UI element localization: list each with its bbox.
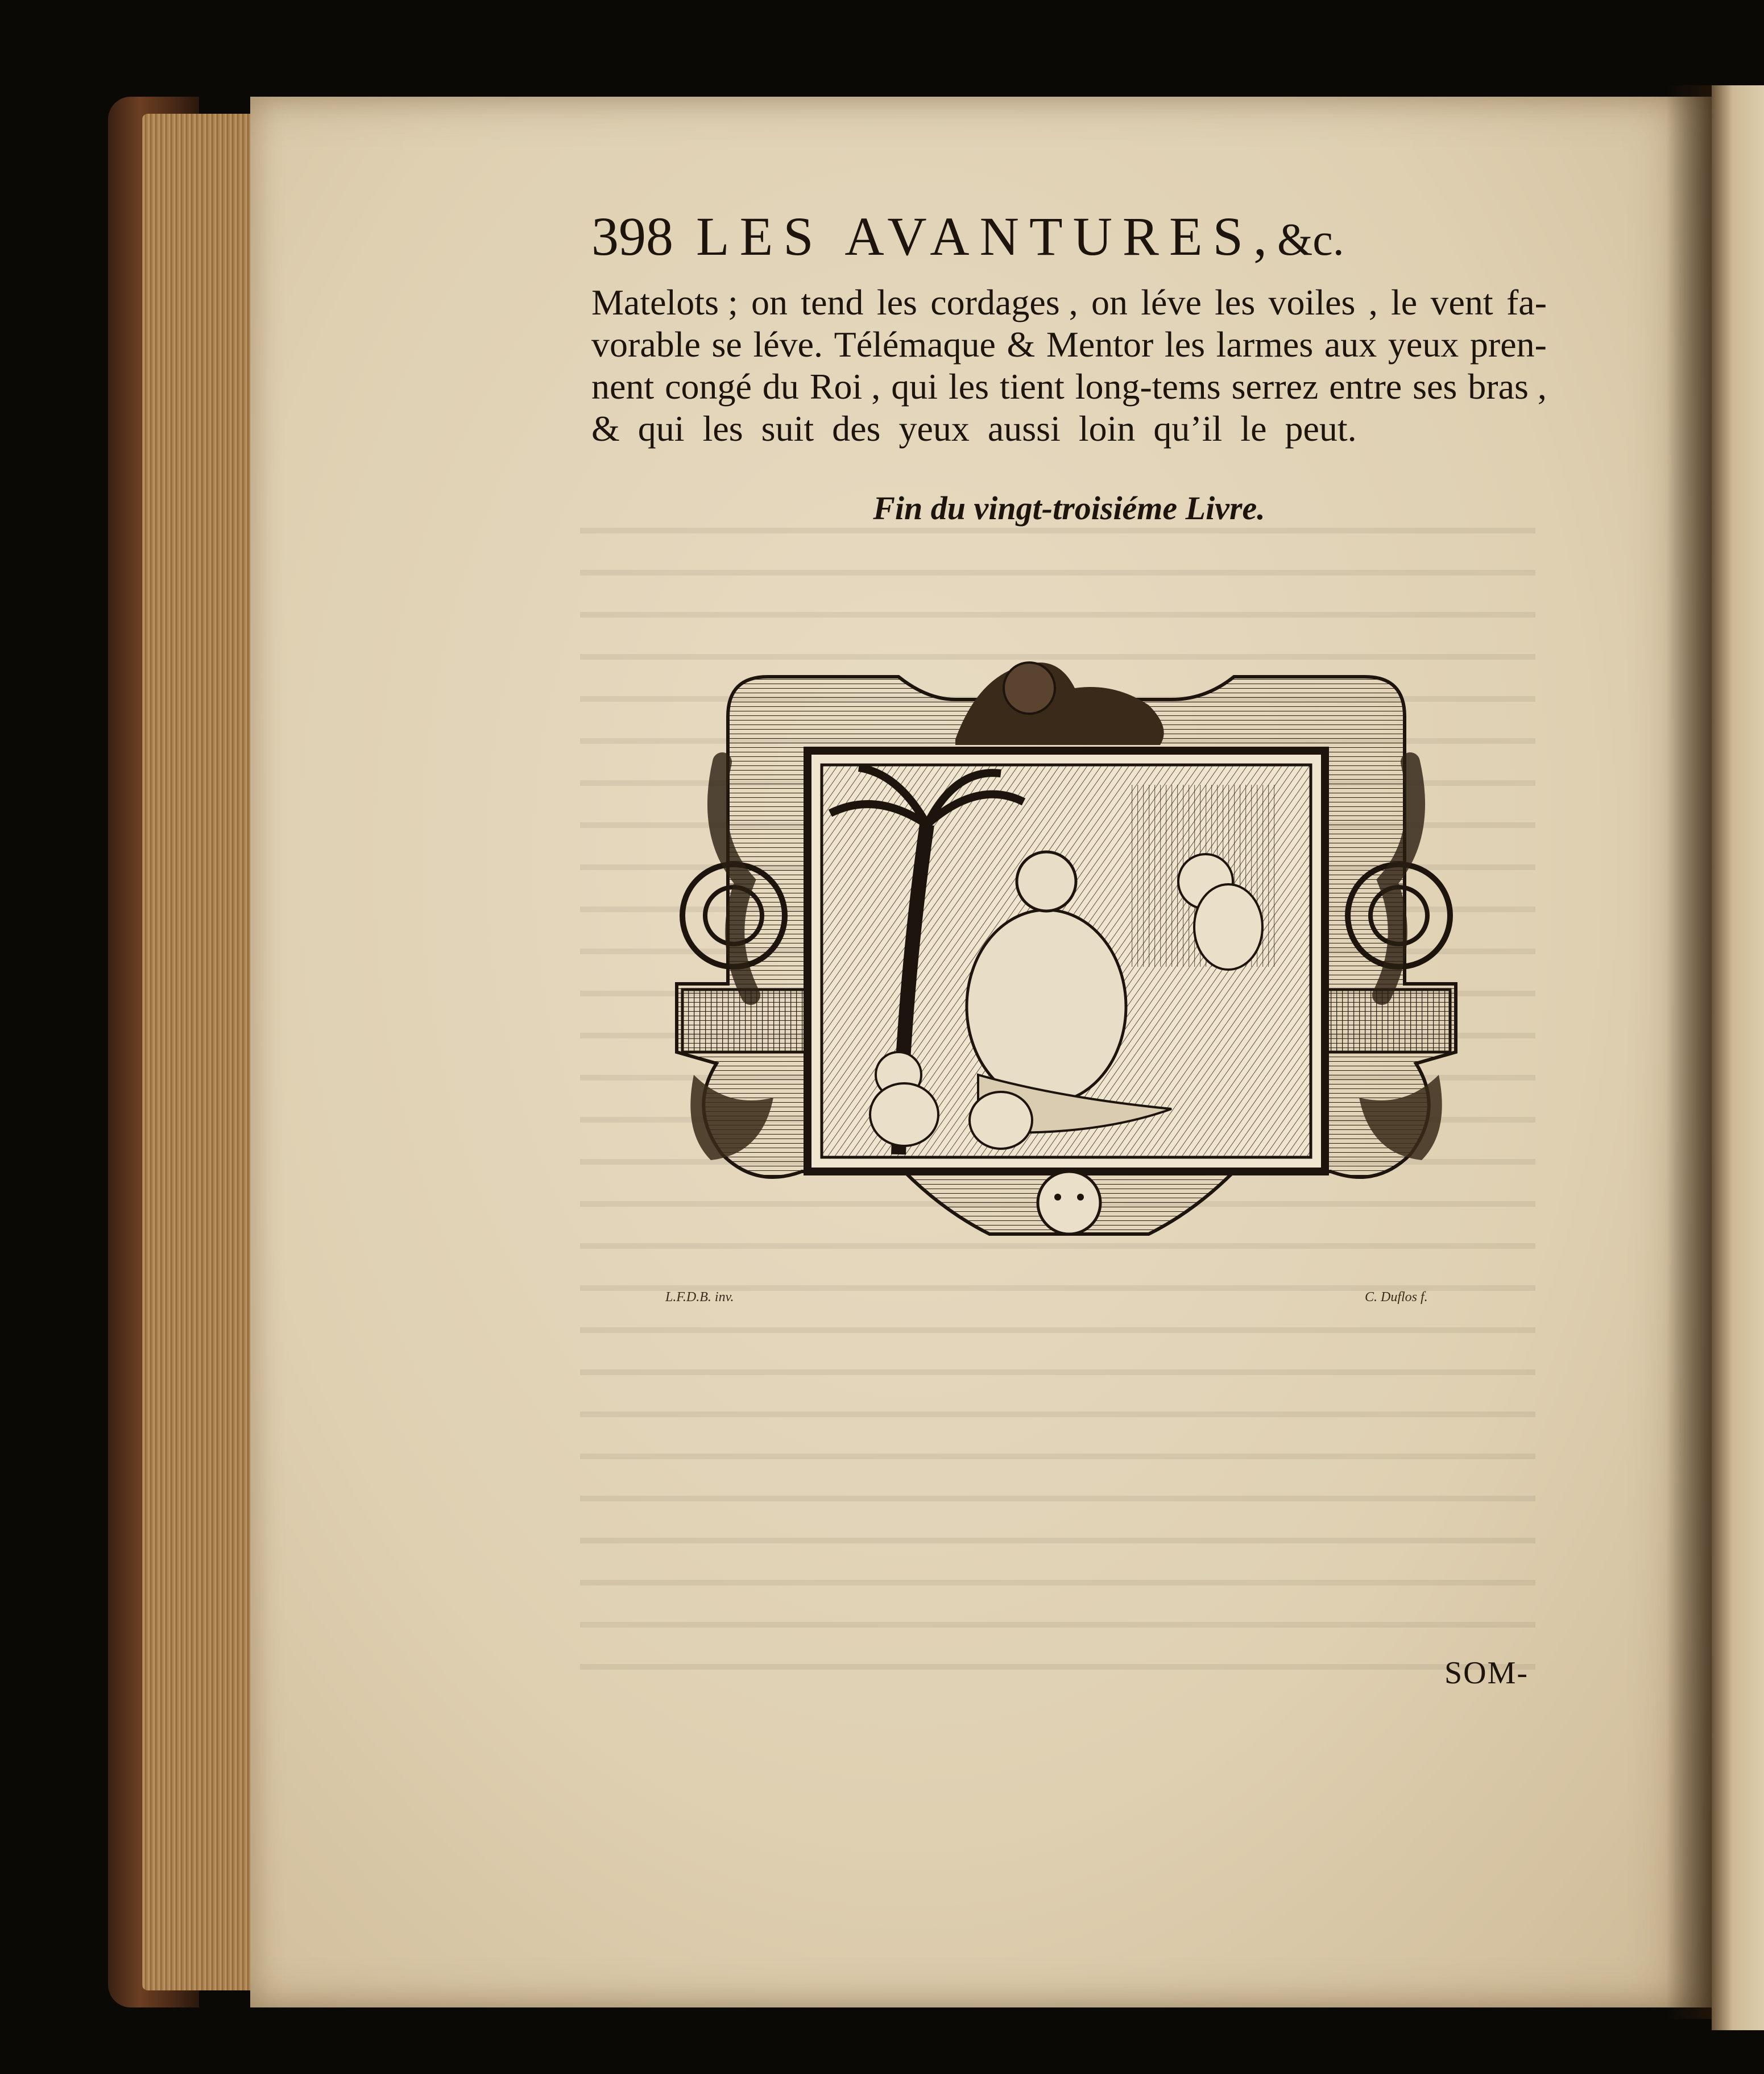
word: les bbox=[1164, 324, 1206, 365]
engraving-credit-inventor: L.F.D.B. inv. bbox=[665, 1290, 734, 1305]
word: & bbox=[1007, 324, 1036, 365]
running-head bbox=[591, 205, 1547, 268]
word: long-tems bbox=[1075, 366, 1221, 407]
word: ses bbox=[1413, 366, 1457, 407]
word: larmes bbox=[1216, 324, 1314, 365]
word: pren- bbox=[1469, 324, 1547, 365]
word: qui bbox=[891, 366, 938, 407]
word: bras , bbox=[1468, 366, 1547, 407]
word: serrez bbox=[1231, 366, 1319, 407]
page-number: 398 bbox=[591, 206, 673, 267]
word: les bbox=[876, 282, 917, 322]
word: , bbox=[1368, 282, 1378, 322]
word: entre bbox=[1329, 366, 1402, 407]
word: léve bbox=[1141, 282, 1202, 322]
seated-woman bbox=[967, 910, 1126, 1103]
text-line bbox=[591, 408, 1547, 450]
text-line bbox=[591, 281, 1547, 324]
running-head-etc: &c. bbox=[1277, 215, 1344, 265]
word: fa- bbox=[1506, 282, 1547, 322]
word: yeux bbox=[1388, 324, 1459, 365]
word: vent bbox=[1430, 282, 1493, 322]
page-edges bbox=[142, 114, 262, 1990]
engraving-illustration bbox=[660, 643, 1473, 1265]
word: le bbox=[1391, 282, 1418, 322]
word: cordages , bbox=[930, 282, 1078, 322]
word: se bbox=[711, 324, 742, 365]
word: & qui les suit des yeux aussi loin qu’il le peut. bbox=[591, 408, 1357, 449]
word: voiles bbox=[1268, 282, 1356, 322]
word: tient bbox=[999, 366, 1065, 407]
word: vorable bbox=[591, 324, 701, 365]
word: les bbox=[948, 366, 989, 407]
mascaron-face bbox=[1038, 1171, 1100, 1234]
running-head-title: LES AVANTURES, bbox=[696, 206, 1277, 267]
word: Mentor bbox=[1046, 324, 1154, 365]
facing-page-edge bbox=[1712, 85, 1764, 2030]
engraving-credit-engraver: C. Duflos f. bbox=[1365, 1290, 1428, 1305]
word: du bbox=[762, 366, 799, 407]
word: Télémaque bbox=[834, 324, 996, 365]
word: nent bbox=[591, 366, 655, 407]
word: on bbox=[1091, 282, 1128, 322]
word: Matelots ; bbox=[591, 282, 738, 322]
word: congé bbox=[665, 366, 752, 407]
catchword: SOM- bbox=[1444, 1655, 1529, 1691]
word: aux bbox=[1324, 324, 1377, 365]
engraved-vignette bbox=[660, 643, 1473, 1265]
word: léve. bbox=[753, 324, 823, 365]
word: Roi , bbox=[809, 366, 881, 407]
lion-figure bbox=[955, 663, 1164, 745]
text-line bbox=[591, 366, 1547, 408]
word: les bbox=[1215, 282, 1256, 322]
body-text bbox=[591, 281, 1547, 450]
word: on bbox=[751, 282, 788, 322]
word: tend bbox=[801, 282, 864, 322]
text-line bbox=[591, 324, 1547, 366]
book-explicit: Fin du vingt-troisiéme Livre. bbox=[873, 490, 1265, 527]
